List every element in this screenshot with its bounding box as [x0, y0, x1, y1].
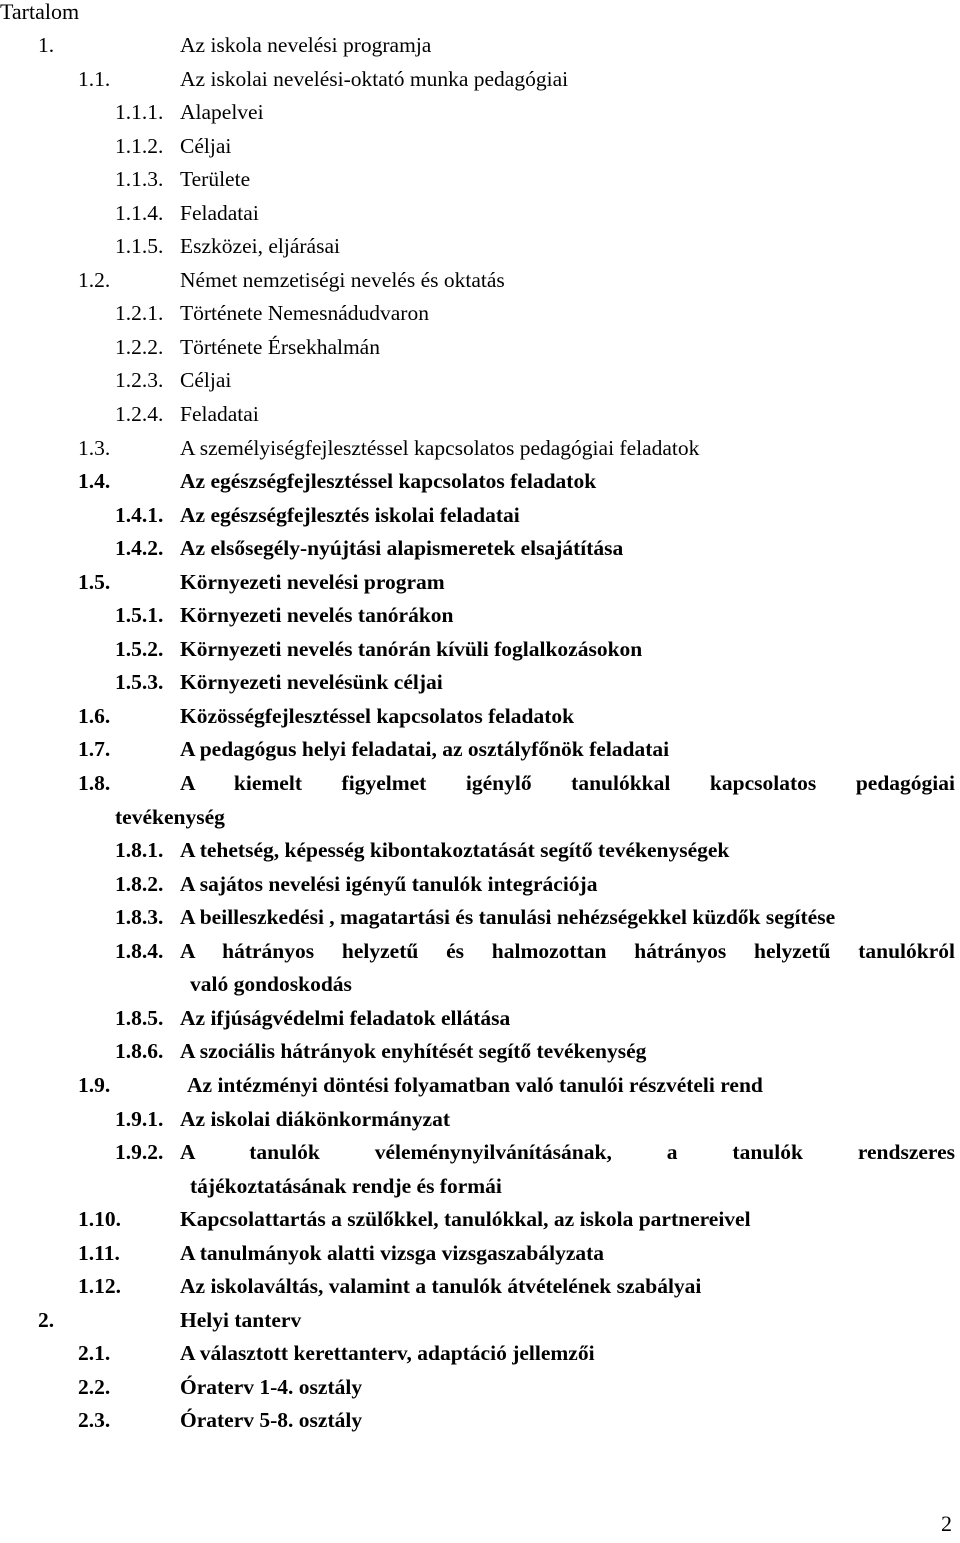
toc-title: Kapcsolattartás a szülőkkel, tanulókkal, az iskola partnereivel	[180, 1207, 751, 1232]
toc-title: Az iskola nevelési programja	[180, 33, 432, 57]
toc-number: 2.1.	[78, 1341, 111, 1366]
toc-title: Az egészségfejlesztéssel kapcsolatos feladatok	[180, 469, 597, 494]
toc-title: A tanulmányok alatti vizsga vizsgaszabályzata	[180, 1240, 605, 1265]
toc-title: Eszközei, eljárásai	[180, 234, 340, 259]
toc-title: A személyiségfejlesztéssel kapcsolatos pedagógiai feladatok	[180, 435, 700, 460]
toc-title: Környezeti nevelésünk céljai	[180, 670, 443, 695]
toc-entry[interactable]	[0, 465, 960, 499]
toc-number: 1.1.	[78, 66, 111, 91]
toc-entry[interactable]	[0, 197, 960, 231]
toc-entry[interactable]	[0, 599, 960, 633]
toc-title: Az ifjúságvédelmi feladatok ellátása	[180, 1005, 511, 1030]
toc-entry[interactable]	[0, 398, 960, 432]
toc-entry[interactable]	[0, 432, 960, 466]
page-title: Tartalom	[0, 0, 80, 24]
toc-number: 1.9.	[78, 1072, 111, 1097]
toc-entry[interactable]	[0, 1237, 960, 1271]
toc-title: Közösségfejlesztéssel kapcsolatos feladatok	[180, 703, 575, 728]
toc-number: 1.9.1.	[115, 1106, 164, 1131]
toc-number: 1.	[38, 33, 55, 57]
toc-number: 1.4.2.	[115, 536, 164, 561]
toc-entry[interactable]	[0, 264, 960, 298]
toc-entry[interactable]	[0, 1103, 960, 1137]
toc-number: 1.1.2.	[115, 133, 164, 158]
toc-number: 1.5.3.	[115, 670, 164, 695]
toc-title: A beilleszkedési , magatartási és tanulási nehézségekkel küzdők segítése	[180, 905, 836, 930]
toc-entry[interactable]	[0, 700, 960, 734]
toc-number: 2.	[38, 1307, 55, 1332]
toc-entry[interactable]	[0, 1404, 960, 1438]
toc-entry[interactable]	[0, 364, 960, 398]
toc-number: 1.8.5.	[115, 1005, 164, 1030]
toc-title-continuation: tevékenység	[115, 804, 225, 829]
toc-number: 1.8.1.	[115, 838, 164, 863]
toc-title: A választott kerettanterv, adaptáció jellemzői	[180, 1341, 595, 1366]
toc-number: 1.9.2.	[115, 1140, 164, 1165]
toc-number: 1.11.	[78, 1240, 120, 1265]
toc-entry[interactable]	[0, 297, 960, 331]
toc-entry[interactable]	[0, 666, 960, 700]
toc-title-continuation: való gondoskodás	[190, 972, 352, 997]
toc-entry[interactable]	[0, 834, 960, 868]
toc-entry[interactable]	[0, 63, 960, 97]
toc-number: 2.3.	[78, 1408, 111, 1433]
toc-entry[interactable]	[0, 1069, 960, 1103]
toc-number: 1.4.	[78, 469, 111, 494]
toc-number: 1.8.3.	[115, 905, 164, 930]
toc-entry[interactable]	[0, 1371, 960, 1405]
toc-title: Céljai	[180, 368, 232, 393]
toc-number: 2.2.	[78, 1374, 111, 1399]
toc-title: Az iskolai nevelési-oktató munka pedagógiai	[180, 66, 569, 91]
table-of-contents	[0, 29, 960, 1438]
toc-entry[interactable]	[0, 230, 960, 264]
toc-entry[interactable]	[0, 868, 960, 902]
toc-title: A pedagógus helyi feladatai, az osztályfőnök feladatai	[180, 737, 670, 762]
toc-number: 1.1.3.	[115, 167, 164, 192]
toc-number: 1.8.2.	[115, 871, 164, 896]
toc-title: Története Érsekhalmán	[180, 334, 380, 359]
toc-entry[interactable]	[0, 901, 960, 935]
toc-title: Helyi tanterv	[180, 1307, 302, 1332]
toc-title: Az iskolai diákönkormányzat	[180, 1106, 450, 1131]
toc-number: 1.5.	[78, 569, 111, 594]
toc-title: Környezeti nevelési program	[180, 569, 445, 594]
toc-entry[interactable]	[0, 1203, 960, 1237]
toc-number: 1.1.1.	[115, 100, 164, 125]
toc-entry[interactable]	[0, 733, 960, 767]
toc-entry[interactable]	[0, 1304, 960, 1338]
toc-title: A hátrányos helyzetű és halmozottan hátrányos helyzetű tanulókról	[180, 938, 955, 963]
toc-entry[interactable]	[0, 935, 960, 1002]
toc-title: Az intézményi döntési folyamatban való tanulói részvételi rend	[187, 1072, 763, 1097]
toc-title: Története Nemesnádudvaron	[180, 301, 429, 326]
toc-number: 1.8.4.	[115, 938, 164, 963]
toc-number: 1.2.1.	[115, 301, 164, 326]
toc-title: A sajátos nevelési igényű tanulók integrációja	[180, 871, 598, 896]
toc-entry[interactable]	[0, 633, 960, 667]
toc-number: 1.3.	[78, 435, 111, 460]
toc-number: 1.2.4.	[115, 402, 164, 427]
toc-title: A kiemelt figyelmet igénylő tanulókkal kapcsolatos pedagógiai	[180, 771, 955, 796]
toc-number: 1.8.6.	[115, 1039, 164, 1064]
toc-title: Környezeti nevelés tanórán kívüli foglalkozásokon	[180, 636, 643, 661]
toc-number: 1.12.	[78, 1274, 121, 1299]
toc-number: 1.6.	[78, 703, 111, 728]
toc-title: Az iskolaváltás, valamint a tanulók átvételének szabályai	[180, 1274, 702, 1299]
toc-number: 1.8.	[78, 771, 111, 796]
toc-entry[interactable]	[0, 96, 960, 130]
toc-title: Területe	[180, 167, 251, 192]
toc-entry[interactable]	[0, 767, 960, 834]
toc-entry[interactable]	[0, 163, 960, 197]
toc-entry[interactable]	[0, 532, 960, 566]
toc-number: 1.1.5.	[115, 234, 164, 259]
toc-title: Az egészségfejlesztés iskolai feladatai	[180, 502, 520, 527]
toc-number: 1.4.1.	[115, 502, 164, 527]
toc-number: 1.5.1.	[115, 603, 164, 628]
toc-number: 1.2.3.	[115, 368, 164, 393]
toc-number: 1.5.2.	[115, 636, 164, 661]
page-number: 2	[941, 1511, 952, 1536]
toc-entry[interactable]	[0, 566, 960, 600]
toc-title: Környezeti nevelés tanórákon	[180, 603, 454, 628]
toc-number: 1.2.2.	[115, 334, 164, 359]
toc-title-continuation: tájékoztatásának rendje és formái	[190, 1173, 502, 1198]
toc-number: 1.2.	[78, 267, 111, 292]
toc-entry[interactable]	[0, 1035, 960, 1069]
toc-number: 1.7.	[78, 737, 111, 762]
toc-number: 1.1.4.	[115, 200, 164, 225]
toc-title: A szociális hátrányok enyhítését segítő tevékenység	[180, 1039, 647, 1064]
toc-title: A tehetség, képesség kibontakoztatását segítő tevékenységek	[180, 838, 730, 863]
toc-entry[interactable]	[0, 1337, 960, 1371]
toc-title: Az elsősegély-nyújtási alapismeretek elsajátítása	[180, 536, 624, 561]
toc-entry[interactable]	[0, 1270, 960, 1304]
toc-title: Német nemzetiségi nevelés és oktatás	[180, 267, 505, 292]
toc-entry[interactable]	[0, 1002, 960, 1036]
toc-title: Céljai	[180, 133, 232, 158]
toc-entry[interactable]	[0, 499, 960, 533]
toc-title: A tanulók véleménynyilvánításának, a tanulók rendszeres	[180, 1140, 955, 1165]
toc-title: Alapelvei	[180, 100, 264, 125]
toc-title: Feladatai	[180, 402, 259, 427]
toc-entry[interactable]	[0, 331, 960, 365]
toc-title: Óraterv 5-8. osztály	[180, 1408, 363, 1433]
toc-number: 1.10.	[78, 1207, 121, 1232]
toc-entry[interactable]	[0, 130, 960, 164]
toc-entry[interactable]	[0, 29, 960, 63]
toc-entry[interactable]	[0, 1136, 960, 1203]
toc-title: Óraterv 1-4. osztály	[180, 1374, 363, 1399]
toc-title: Feladatai	[180, 200, 259, 225]
